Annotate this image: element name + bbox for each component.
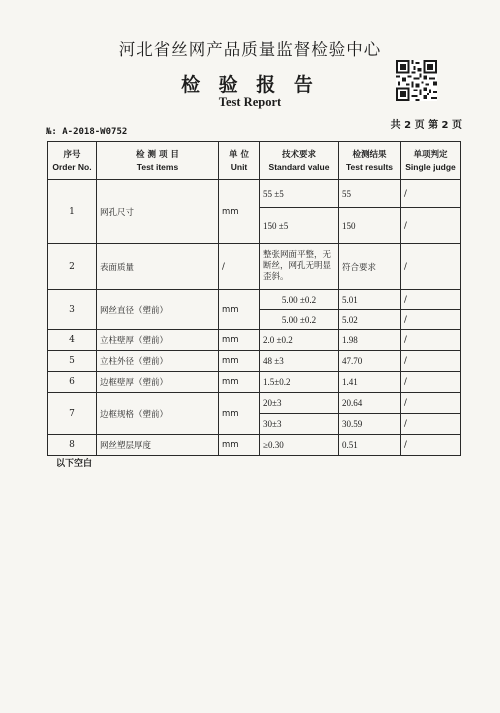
unit: mm (219, 351, 260, 372)
order-no: 5 (48, 351, 97, 372)
test-result: 150 (339, 208, 401, 244)
single-judge: / (401, 290, 461, 310)
table-row (48, 372, 461, 393)
test-item: 立柱外径（塑前） (97, 351, 219, 372)
table-row (48, 330, 461, 351)
test-result: 30.59 (339, 414, 401, 435)
order-no: 1 (48, 180, 97, 244)
organization-name: 河北省丝网产品质量监督检验中心 (118, 40, 382, 59)
table-row (48, 393, 461, 414)
order-no: 4 (48, 330, 97, 351)
standard-value: 5.00 ±0.2 (260, 310, 339, 330)
unit: mm (219, 393, 260, 435)
page-info: 共 2 页 第 2 页 (390, 120, 462, 131)
table-header-row (48, 142, 461, 180)
single-judge: / (401, 310, 461, 330)
standard-value: 整张网面平整，无断丝，网孔无明显歪斜。 (260, 244, 339, 290)
unit: mm (219, 290, 260, 330)
single-judge: / (401, 435, 461, 456)
single-judge: / (401, 393, 461, 414)
standard-value: ≥0.30 (260, 435, 339, 456)
qr-code-icon (396, 60, 437, 101)
table-row (48, 351, 461, 372)
single-judge: / (401, 372, 461, 393)
standard-value: 1.5±0.2 (260, 372, 339, 393)
col-header-judge: 单项判定 Single judge (401, 142, 461, 180)
test-result: 1.41 (339, 372, 401, 393)
standard-value: 55 ±5 (260, 180, 339, 208)
standard-value: 30±3 (260, 414, 339, 435)
report-title: 检 验 报 告 (181, 74, 319, 96)
col-header-items: 检 测 项 目 Test items (97, 142, 219, 180)
report-subtitle: Test Report (218, 95, 282, 109)
order-no: 6 (48, 372, 97, 393)
standard-value: 48 ±3 (260, 351, 339, 372)
standard-value: 20±3 (260, 393, 339, 414)
test-result: 0.51 (339, 435, 401, 456)
test-result: 符合要求 (339, 244, 401, 290)
single-judge: / (401, 208, 461, 244)
single-judge: / (401, 244, 461, 290)
test-result: 47.70 (339, 351, 401, 372)
test-result: 1.98 (339, 330, 401, 351)
unit: mm (219, 372, 260, 393)
unit: mm (219, 435, 260, 456)
order-no: 2 (48, 244, 97, 290)
standard-value: 2.0 ±0.2 (260, 330, 339, 351)
test-item: 网丝直径（塑前） (97, 290, 219, 330)
single-judge: / (401, 351, 461, 372)
test-result: 55 (339, 180, 401, 208)
test-result: 20.64 (339, 393, 401, 414)
table-row (48, 290, 461, 310)
order-no: 8 (48, 435, 97, 456)
report-number: №: A-2018-W0752 (46, 127, 128, 137)
unit: mm (219, 180, 260, 244)
test-result: 5.01 (339, 290, 401, 310)
test-item: 立柱壁厚（塑前） (97, 330, 219, 351)
col-header-results: 检测结果 Test results (339, 142, 401, 180)
test-item: 边框壁厚（塑前） (97, 372, 219, 393)
single-judge: / (401, 330, 461, 351)
col-header-unit: 单 位 Unit (219, 142, 260, 180)
test-item: 网丝塑层厚度 (97, 435, 219, 456)
table-row (48, 435, 461, 456)
blank-below-note: 以下空白 (56, 459, 93, 469)
single-judge: / (401, 414, 461, 435)
unit: / (219, 244, 260, 290)
test-result: 5.02 (339, 310, 401, 330)
col-header-standard: 技术要求 Standard value (260, 142, 339, 180)
standard-value: 5.00 ±0.2 (260, 290, 339, 310)
test-item: 表面质量 (97, 244, 219, 290)
single-judge: / (401, 180, 461, 208)
test-item: 边框规格（塑前） (97, 393, 219, 435)
standard-value: 150 ±5 (260, 208, 339, 244)
table-row (48, 180, 461, 208)
results-table (47, 141, 461, 456)
order-no: 3 (48, 290, 97, 330)
order-no: 7 (48, 393, 97, 435)
table-row (48, 244, 461, 290)
col-header-order: 序号 Order No. (48, 142, 97, 180)
test-item: 网孔尺寸 (97, 180, 219, 244)
unit: mm (219, 330, 260, 351)
